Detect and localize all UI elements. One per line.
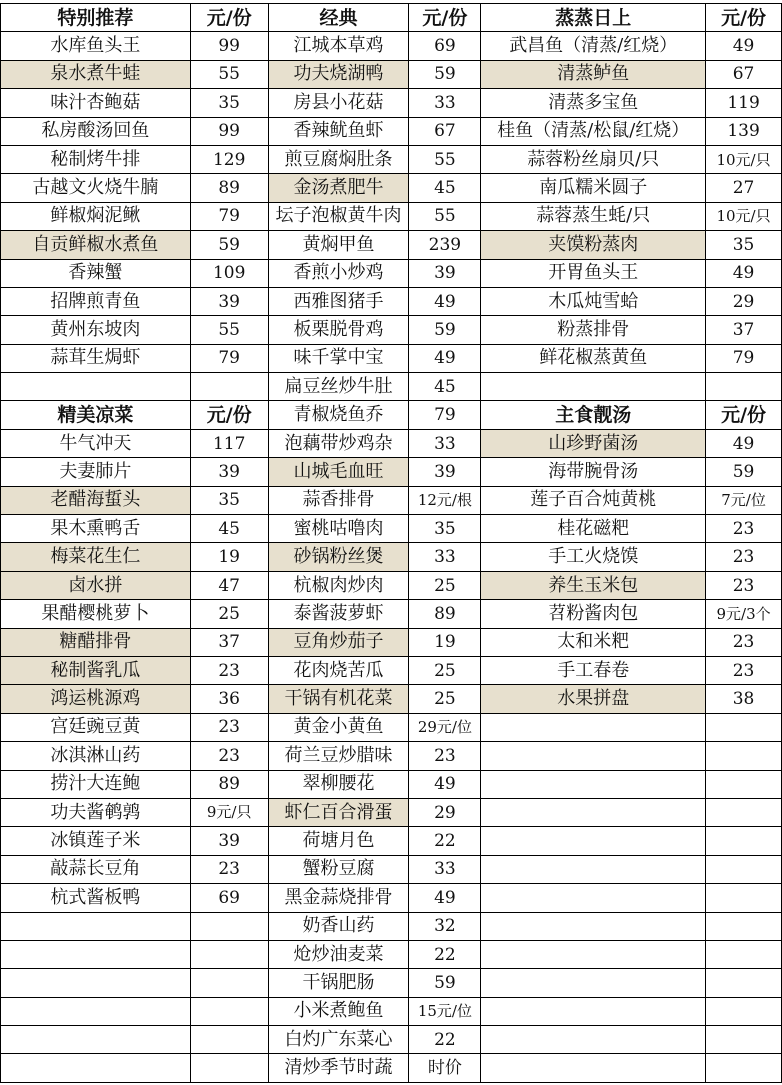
dish-name: 宫廷豌豆黄 [1,713,191,741]
dish-name: 鲜椒焖泥鳅 [1,202,191,230]
dish-name: 味千掌中宝 [268,344,409,372]
dish-name: 黄州东坡肉 [1,316,191,344]
menu-row [1,742,782,770]
empty-cell [706,1026,782,1054]
dish-price: 59 [409,60,481,88]
dish-name: 蒜茸生焗虾 [1,344,191,372]
dish-price: 19 [190,543,268,571]
dish-price: 25 [190,600,268,628]
menu-row [1,628,782,656]
dish-name: 水库鱼头王 [1,32,191,60]
dish-price-text: 9元/3个 [716,604,771,623]
dish-name: 鲜花椒蒸黄鱼 [481,344,706,372]
empty-cell [481,940,706,968]
dish-name [1,373,191,401]
dish-price [706,373,782,401]
empty-cell [706,1054,782,1082]
menu-row [1,60,782,88]
menu-row [1,202,782,230]
dish-name: 山珍野菌汤 [481,429,706,457]
dish-price-text: 10元/只 [716,150,771,169]
empty-cell [706,912,782,940]
dish-name: 秘制酱乳瓜 [1,656,191,684]
dish-name: 苕粉酱肉包 [481,600,706,628]
dish-price: 22 [409,827,481,855]
dish-price: 79 [190,202,268,230]
dish-name: 房县小花菇 [268,89,409,117]
dish-name: 虾仁百合滑蛋 [268,798,409,826]
menu-row [1,429,782,457]
empty-cell [706,969,782,997]
dish-price: 55 [190,60,268,88]
dish-name: 干锅肥肠 [268,969,409,997]
menu-row [1,543,782,571]
dish-price [190,373,268,401]
menu-table [0,3,782,1083]
empty-cell [190,969,268,997]
dish-price: 55 [409,145,481,173]
empty-cell [706,997,782,1025]
empty-cell [190,1026,268,1054]
dish-name: 翠柳腰花 [268,770,409,798]
empty-cell [481,884,706,912]
dish-price: 23 [706,571,782,599]
dish-name: 夫妻肺片 [1,458,191,486]
dish-price: 59 [190,231,268,259]
dish-name: 黄金小黄鱼 [268,713,409,741]
empty-cell [190,1054,268,1082]
empty-cell [190,912,268,940]
dish-price: 45 [190,515,268,543]
dish-name: 夹馍粉蒸肉 [481,231,706,259]
dish-price: 59 [706,458,782,486]
menu-row [1,770,782,798]
dish-name: 奶香山药 [268,912,409,940]
dish-name: 招牌煎青鱼 [1,287,191,315]
dish-price-text: 15元/位 [417,1002,472,1021]
dish-name: 板栗脱骨鸡 [268,316,409,344]
dish-name: 西雅图猪手 [268,287,409,315]
dish-price: 49 [409,770,481,798]
dish-name: 开胃鱼头王 [481,259,706,287]
dish-price [706,145,782,173]
dish-name: 白灼广东菜心 [268,1026,409,1054]
dish-price: 49 [409,884,481,912]
empty-cell [706,798,782,826]
dish-price: 67 [706,60,782,88]
dish-name: 煎豆腐焖肚条 [268,145,409,173]
dish-name: 扁豆丝炒牛肚 [268,373,409,401]
dish-price: 23 [409,742,481,770]
dish-name: 小米煮鲍鱼 [268,997,409,1025]
dish-price: 23 [706,628,782,656]
dish-name: 金汤煮肥牛 [268,174,409,202]
dish-name: 冰淇淋山药 [1,742,191,770]
dish-name: 黄焖甲鱼 [268,231,409,259]
dish-price: 37 [706,316,782,344]
dish-price: 39 [409,458,481,486]
dish-price: 49 [706,32,782,60]
dish-price: 23 [706,656,782,684]
dish-price: 239 [409,231,481,259]
menu-row [1,117,782,145]
dish-price: 37 [190,628,268,656]
dish-name [481,373,706,401]
menu-row [1,1026,782,1054]
dish-price: 79 [409,401,481,429]
empty-cell [481,969,706,997]
empty-cell [481,1026,706,1054]
dish-price: 33 [409,429,481,457]
dish-name: 荷塘月色 [268,827,409,855]
price-unit-header: 元/份 [409,4,481,32]
menu-row [1,685,782,713]
menu-table-body [1,4,782,1083]
dish-name: 杭椒肉炒肉 [268,571,409,599]
empty-cell [1,969,191,997]
dish-price: 35 [706,231,782,259]
empty-cell [481,855,706,883]
empty-cell [481,770,706,798]
dish-name: 味汁杏鲍菇 [1,89,191,117]
menu-row [1,515,782,543]
dish-name: 私房酸汤回鱼 [1,117,191,145]
dish-price: 25 [409,685,481,713]
empty-cell [481,912,706,940]
dish-name: 蒜蓉粉丝扇贝/只 [481,145,706,173]
dish-price: 119 [706,89,782,117]
dish-name: 古越文火烧牛腩 [1,174,191,202]
dish-name: 敲蒜长豆角 [1,855,191,883]
dish-price: 99 [190,32,268,60]
menu-row [1,656,782,684]
dish-name: 捞汁大连鲍 [1,770,191,798]
dish-price: 99 [190,117,268,145]
dish-price: 35 [190,89,268,117]
menu-row [1,798,782,826]
dish-name: 江城本草鸡 [268,32,409,60]
dish-name: 老醋海蜇头 [1,486,191,514]
dish-name: 泰酱菠萝虾 [268,600,409,628]
dish-name: 武昌鱼（清蒸/红烧） [481,32,706,60]
dish-price: 49 [706,429,782,457]
dish-price: 29 [706,287,782,315]
menu-row [1,344,782,372]
dish-price: 89 [190,174,268,202]
dish-price-text: 12元/根 [417,491,472,510]
dish-price: 29 [409,798,481,826]
dish-name: 青椒烧鱼乔 [268,401,409,429]
menu-row [1,713,782,741]
dish-name: 香辣蟹 [1,259,191,287]
menu-row [1,174,782,202]
dish-price: 23 [706,543,782,571]
dish-name: 杭式酱板鸭 [1,884,191,912]
dish-name: 香辣鱿鱼虾 [268,117,409,145]
empty-cell [1,1026,191,1054]
dish-name: 海带腕骨汤 [481,458,706,486]
dish-price: 25 [409,656,481,684]
dish-price [706,202,782,230]
menu-row [1,401,782,429]
dish-name: 鸿运桃源鸡 [1,685,191,713]
dish-price: 19 [409,628,481,656]
dish-name: 水果拼盘 [481,685,706,713]
dish-price: 49 [409,344,481,372]
dish-price: 49 [409,287,481,315]
dish-name: 干锅有机花菜 [268,685,409,713]
dish-name: 梅菜花生仁 [1,543,191,571]
dish-name: 秘制烤牛排 [1,145,191,173]
dish-price: 38 [706,685,782,713]
dish-price-text: 10元/只 [716,207,771,226]
dish-name: 泡藕带炒鸡杂 [268,429,409,457]
dish-price [706,600,782,628]
dish-name-text: 坛子泡椒黄牛肉 [275,205,402,227]
empty-cell [706,770,782,798]
price-unit-header: 元/份 [706,401,782,429]
dish-name: 自贡鲜椒水煮鱼 [1,231,191,259]
dish-price: 45 [409,373,481,401]
empty-cell [706,713,782,741]
dish-name: 清蒸鲈鱼 [481,60,706,88]
dish-price: 79 [190,344,268,372]
dish-name: 果木熏鸭舌 [1,515,191,543]
dish-price: 27 [706,174,782,202]
empty-cell [1,912,191,940]
dish-name: 蟹粉豆腐 [268,855,409,883]
dish-price: 23 [190,656,268,684]
menu-row [1,600,782,628]
menu-row [1,458,782,486]
section-header-staples: 主食靓汤 [481,401,706,429]
dish-price: 39 [190,458,268,486]
dish-price: 79 [706,344,782,372]
dish-name: 黑金蒜烧排骨 [268,884,409,912]
menu-row [1,571,782,599]
dish-name: 清蒸多宝鱼 [481,89,706,117]
menu-row [1,287,782,315]
menu-row [1,997,782,1025]
section-header-cold: 精美凉菜 [1,401,191,429]
dish-price: 109 [190,259,268,287]
dish-name: 山城毛血旺 [268,458,409,486]
empty-cell [190,997,268,1025]
dish-price: 23 [190,742,268,770]
dish-name: 南瓜糯米圆子 [481,174,706,202]
dish-price: 89 [409,600,481,628]
menu-row [1,259,782,287]
dish-price: 55 [409,202,481,230]
menu-row [1,32,782,60]
menu-row [1,373,782,401]
dish-name: 手工火烧馍 [481,543,706,571]
empty-cell [706,742,782,770]
dish-name: 桂花磁粑 [481,515,706,543]
dish-price: 59 [409,969,481,997]
empty-cell [481,798,706,826]
menu-row [1,855,782,883]
dish-price: 55 [190,316,268,344]
dish-name: 香煎小炒鸡 [268,259,409,287]
empty-cell [1,940,191,968]
dish-name: 粉蒸排骨 [481,316,706,344]
dish-name: 果醋樱桃萝卜 [1,600,191,628]
section-header-steamed: 蒸蒸日上 [481,4,706,32]
menu-row [1,827,782,855]
empty-cell [706,855,782,883]
dish-price: 35 [409,515,481,543]
dish-price: 22 [409,1026,481,1054]
empty-cell [706,940,782,968]
dish-name: 糖醋排骨 [1,628,191,656]
empty-cell [706,827,782,855]
dish-price: 9元/只 [190,798,268,826]
price-unit-header: 元/份 [190,401,268,429]
dish-name: 养生玉米包 [481,571,706,599]
menu-row [1,912,782,940]
menu-row [1,884,782,912]
dish-price: 117 [190,429,268,457]
menu-row [1,1054,782,1082]
dish-name [268,202,409,230]
dish-price: 67 [409,117,481,145]
dish-name: 冰镇莲子米 [1,827,191,855]
empty-cell [1,1054,191,1082]
dish-price: 49 [706,259,782,287]
price-unit-header: 元/份 [190,4,268,32]
dish-name: 功夫烧湖鸭 [268,60,409,88]
empty-cell [1,997,191,1025]
dish-price: 69 [409,32,481,60]
menu-row [1,940,782,968]
dish-price: 33 [409,855,481,883]
dish-price: 39 [190,827,268,855]
dish-price [409,713,481,741]
dish-name: 太和米粑 [481,628,706,656]
dish-name-text: 桂鱼（清蒸/松鼠/红烧） [497,120,690,142]
section-header-classic: 经典 [268,4,409,32]
dish-price: 时价 [409,1054,481,1082]
dish-price: 23 [190,713,268,741]
menu-row [1,145,782,173]
dish-price: 23 [190,855,268,883]
empty-cell [706,884,782,912]
dish-price-text: 29元/位 [417,718,472,737]
dish-price: 39 [190,287,268,315]
dish-name: 牛气冲天 [1,429,191,457]
empty-cell [190,940,268,968]
dish-price: 33 [409,89,481,117]
dish-name: 泉水煮牛蛙 [1,60,191,88]
dish-price: 39 [409,259,481,287]
dish-name: 豆角炒茄子 [268,628,409,656]
dish-price: 59 [409,316,481,344]
menu-row [1,486,782,514]
dish-name: 手工春卷 [481,656,706,684]
dish-price: 23 [706,515,782,543]
dish-price: 32 [409,912,481,940]
dish-name: 卤水拼 [1,571,191,599]
dish-price: 35 [190,486,268,514]
dish-name: 清炒季节时蔬 [268,1054,409,1082]
empty-cell [481,1054,706,1082]
menu-row [1,89,782,117]
dish-name: 功夫酱鹌鹑 [1,798,191,826]
dish-price [409,997,481,1025]
dish-name: 荷兰豆炒腊味 [268,742,409,770]
dish-price: 33 [409,543,481,571]
menu-row [1,231,782,259]
empty-cell [481,742,706,770]
dish-price: 89 [190,770,268,798]
dish-price: 25 [409,571,481,599]
dish-price: 69 [190,884,268,912]
dish-price: 36 [190,685,268,713]
dish-price: 129 [190,145,268,173]
dish-name [481,117,706,145]
menu-row [1,4,782,32]
dish-price [409,486,481,514]
dish-name: 木瓜炖雪蛤 [481,287,706,315]
dish-price: 45 [409,174,481,202]
dish-name: 花肉烧苦瓜 [268,656,409,684]
empty-cell [481,997,706,1025]
dish-name: 砂锅粉丝煲 [268,543,409,571]
dish-name: 蜜桃咕噜肉 [268,515,409,543]
section-header-featured: 特别推荐 [1,4,191,32]
dish-price: 7元/位 [706,486,782,514]
dish-price: 22 [409,940,481,968]
dish-name: 莲子百合炖黄桃 [481,486,706,514]
dish-name: 蒜香排骨 [268,486,409,514]
menu-row [1,316,782,344]
dish-price: 47 [190,571,268,599]
price-unit-header: 元/份 [706,4,782,32]
menu-row [1,969,782,997]
empty-cell [481,827,706,855]
dish-name: 蒜蓉蒸生蚝/只 [481,202,706,230]
dish-price: 139 [706,117,782,145]
dish-name: 炝炒油麦菜 [268,940,409,968]
empty-cell [481,713,706,741]
